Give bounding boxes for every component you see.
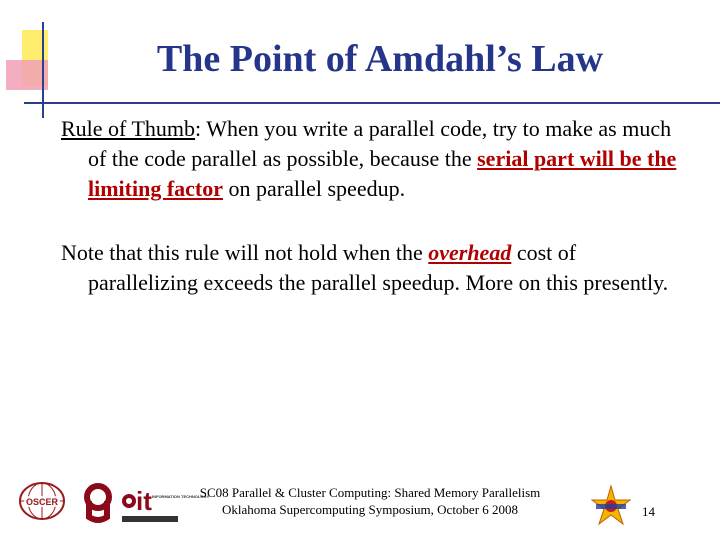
paragraph-overhead-note bbox=[61, 238, 688, 298]
paragraph-text: cost of parallelizing exceeds the parallel speedup. More on this presently. bbox=[88, 240, 669, 295]
svg-text:INFORMATION TECHNOLOGY: INFORMATION TECHNOLOGY bbox=[152, 494, 210, 499]
paragraph-rule-of-thumb bbox=[61, 114, 688, 204]
svg-text:OSCER: OSCER bbox=[25, 497, 59, 507]
rule-of-thumb-term: Rule of Thumb bbox=[61, 116, 196, 141]
it-logo bbox=[120, 486, 210, 526]
footer-line-2: Oklahoma Supercomputing Symposium, October 6 2008 bbox=[221, 502, 519, 517]
star-logo bbox=[590, 484, 632, 526]
overhead-highlight: overhead bbox=[428, 240, 512, 265]
ou-logo bbox=[83, 483, 113, 523]
paragraph-text: : When you write a parallel code, try to make as much of the code parallel as possible, because the bbox=[88, 116, 672, 171]
svg-text:it: it bbox=[136, 486, 152, 516]
page-number: 14 bbox=[642, 504, 655, 519]
oscer-logo bbox=[18, 481, 66, 521]
slide-title: The Point of Amdahl’s Law bbox=[156, 38, 604, 80]
decor-horizontal-rule bbox=[24, 102, 720, 104]
paragraph-text: on parallel speedup. bbox=[223, 176, 406, 201]
paragraph-text: Note that this rule will not hold when the bbox=[61, 240, 429, 265]
serial-part-highlight: serial part will be the limiting factor bbox=[88, 146, 677, 201]
footer-text bbox=[180, 484, 560, 518]
footer-line-1: SC08 Parallel & Cluster Computing: Shared Memory Parallelism bbox=[199, 485, 541, 500]
